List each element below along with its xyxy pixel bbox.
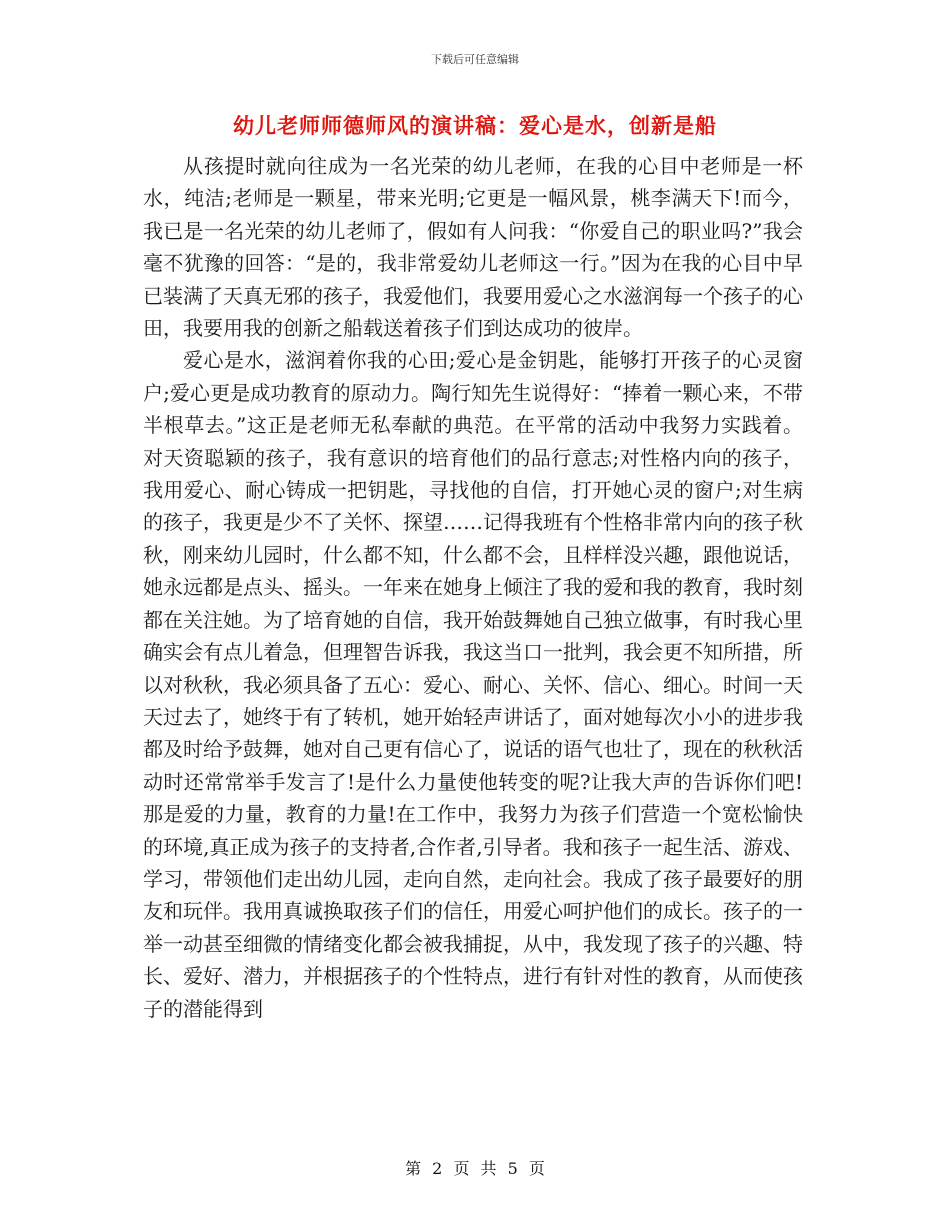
page-number: 第 2 页 共 5 页 [405,1159,545,1178]
paragraph: 从孩提时就向往成为一名光荣的幼儿老师，在我的心目中老师是一杯水，纯洁;老师是一颗星，带来光明;它更是一幅风景，桃李满天下!而今，我已是一名光荣的幼儿老师了，假如有人问我：“你爱自己的职业吗?”我会毫不犹豫的回答：“是的，我非常爱幼儿老师这一行。”因为在我的心目中早已装满了天真无邪的孩子，我爱他们，我要用爱心之水滋润每一个孩子的心田，我要用我的创新之船载送着孩子们到达成功的彼岸。 [143,154,803,341]
document-body [143,150,803,1025]
document-title: 幼儿老师师德师风的演讲稿：爱心是水，创新是船 [233,114,717,138]
paragraph: 爱心是水，滋润着你我的心田;爱心是金钥匙，能够打开孩子的心灵窗户;爱心更是成功教育的原动力。陶行知先生说得好：“捧着一颗心来，不带半根草去。”这正是老师无私奉献的典范。在平常的活动中我努力实践着。对天资聪颖的孩子，我有意识的培育他们的品行意志;对性格内向的孩子，我用爱心、耐心铸成一把钥匙，寻找他的自信，打开她心灵的窗户;对生病的孩子，我更是少不了关怀、探望……记得我班有个性格非常内向的孩子秋秋，刚来幼儿园时，什么都不知，什么都不会，且样样没兴趣，跟他说话，她永远都是点头、摇头。一年来在她身上倾注了我的爱和我的教育，我时刻都在关注她。为了培育她的自信，我开始鼓舞她自己独立做事，有时我心里确实会有点儿着急，但理智告诉我，我这当口一批判，我会更不知所措，所以对秋秋，我必须具备了五心：爱心、耐心、关怀、信心、细心。时间一天天过去了，她终于有了转机，她开始轻声讲话了，面对她每次小小的进步我都及时给予鼓舞，她对自己更有信心了，说话的语气也壮了，现在的秋秋活动时还常常举手发言了!是什么力量使他转变的呢?让我大声的告诉你们吧!那是爱的力量，教育的力量!在工作中，我努力为孩子们营造一个宽松愉快的环境,真正成为孩子的支持者,合作者,引导者。我和孩子一起生活、游戏、学习，带领他们走出幼儿园，走向自然，走向社会。我成了孩子最要好的朋友和玩伴。我用真诚换取孩子们的信任，用爱心呵护他们的成长。孩子的一举一动甚至细微的情绪变化都会被我捕捉，从中，我发现了孩子的兴趣、特长、爱好、潜力，并根据孩子的个性特点，进行有针对性的教育，从而使孩子的潜能得到 [143,348,803,1021]
header-note: 下载后可任意编辑 [431,53,519,66]
